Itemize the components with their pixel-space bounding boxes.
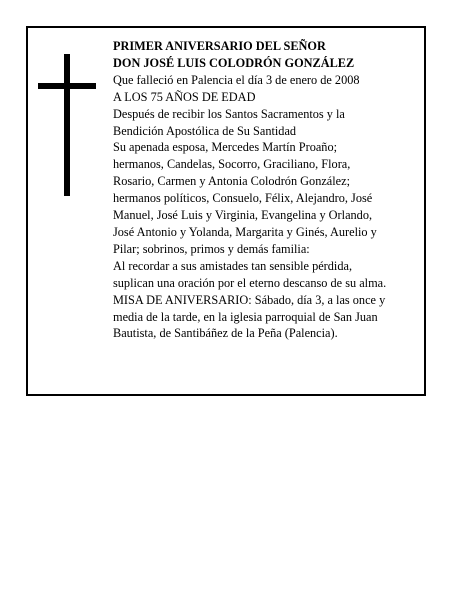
body-line-10: José Antonio y Yolanda, Margarita y Ginés, Aurelio y xyxy=(113,224,377,239)
body-line-15: media de la tarde, en la iglesia parroquial de San Juan xyxy=(113,309,378,324)
cross-icon xyxy=(38,54,96,196)
body-line-8: hermanos políticos, Consuelo, Félix, Alejandro, José xyxy=(113,191,373,206)
body-line-16: Bautista, de Santibáñez de la Peña (Palencia). xyxy=(113,326,338,341)
body-line-4: Bendición Apostólica de Su Santidad xyxy=(113,123,297,138)
body-line-11: Pilar; sobrinos, primos y demás familia: xyxy=(113,241,310,256)
notice-text xyxy=(113,38,423,342)
body-line-3: Después de recibir los Santos Sacramentos y la xyxy=(113,106,345,121)
cross-vertical-bar xyxy=(64,54,70,196)
body-line-12: Al recordar a sus amistades tan sensible pérdida, xyxy=(113,258,353,273)
cross-horizontal-bar xyxy=(38,83,96,89)
body-line-7: Rosario, Carmen y Antonia Colodrón González; xyxy=(113,174,351,189)
body-line-5: Su apenada esposa, Mercedes Martín Proaño; xyxy=(113,140,338,155)
body-line-13: suplican una oración por el eterno descanso de su alma. xyxy=(113,275,387,290)
body-line-1: Que falleció en Palencia el día 3 de enero de 2008 xyxy=(113,72,360,87)
heading-line-1: PRIMER ANIVERSARIO DEL SEÑOR xyxy=(113,39,326,53)
body-line-9: Manuel, José Luis y Virginia, Evangelina y Orlando, xyxy=(113,208,373,223)
heading-line-2: DON JOSÉ LUIS COLODRÓN GONZÁLEZ xyxy=(113,55,355,70)
body-line-14: MISA DE ANIVERSARIO: Sábado, día 3, a las once y xyxy=(113,292,386,307)
body-line-6: hermanos, Candelas, Socorro, Graciliano, Flora, xyxy=(113,157,351,172)
body-line-2: A LOS 75 AÑOS DE EDAD xyxy=(113,89,256,104)
